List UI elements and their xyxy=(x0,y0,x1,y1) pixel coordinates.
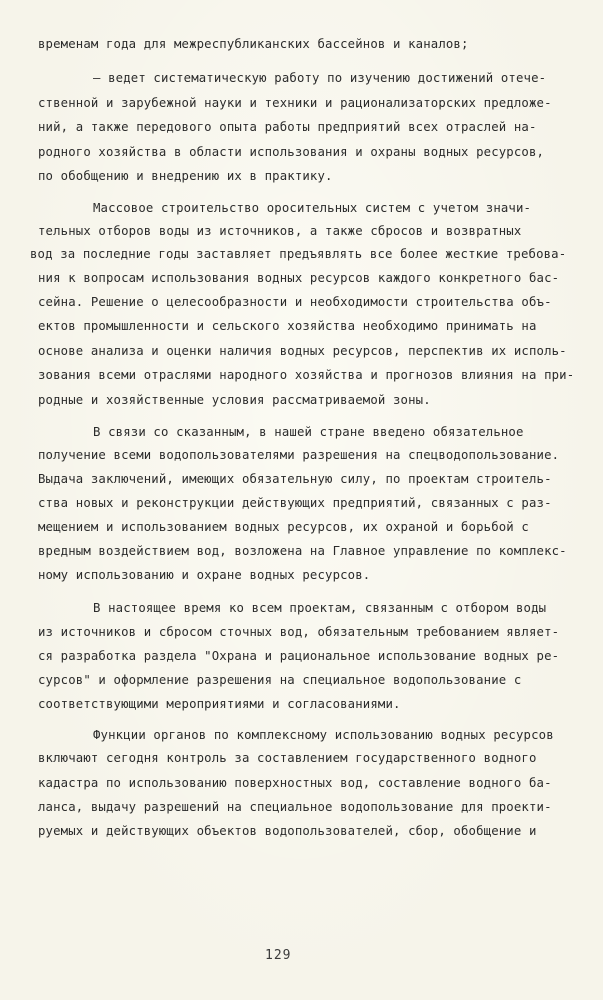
text-line: Выдача заключений, имеющих обязательную силу, по проектам строитель- xyxy=(38,472,552,486)
text-line: зования всеми отраслями народного хозяйства и прогнозов влияния на при- xyxy=(38,368,575,382)
text-line: ланса, выдачу разрешений на специальное водопользование для проекти- xyxy=(38,800,552,814)
text-line: получение всеми водопользователями разрешения на спецводопользование. xyxy=(38,448,560,462)
text-line: ственной и зарубежной науки и техники и рационализаторских предложе- xyxy=(38,96,552,110)
page-number: 129 xyxy=(265,948,292,963)
text-line: временам года для межреспубликанских бассейнов и каналов; xyxy=(38,37,469,51)
text-line: по обобщению и внедрению их в практику. xyxy=(38,169,333,183)
text-line: мещением и использованием водных ресурсов, их охраной и борьбой с xyxy=(38,520,529,534)
text-line: Массовое строительство оросительных систем с учетом значи- xyxy=(93,201,532,215)
text-line: В настоящее время ко всем проектам, связанным с отбором воды xyxy=(93,601,547,615)
text-line: основе анализа и оценки наличия водных ресурсов, перспектив их исполь- xyxy=(38,344,567,358)
text-line: ния к вопросам использования водных ресурсов каждого конкретного бас- xyxy=(38,271,560,285)
text-line: родные и хозяйственные условия рассматриваемой зоны. xyxy=(38,393,431,407)
text-line: вредным воздействием вод, возложена на Главное управление по комплекс- xyxy=(38,544,567,558)
text-line: руемых и действующих объектов водопользователей, сбор, обобщение и xyxy=(38,824,537,838)
text-line: ектов промышленности и сельского хозяйства необходимо принимать на xyxy=(38,319,537,333)
text-line: сурсов" и оформление разрешения на специальное водопользование с xyxy=(38,673,522,687)
text-line: вод за последние годы заставляет предъявлять все более жесткие требова- xyxy=(30,247,567,261)
text-line: – ведет систематическую работу по изучению достижений отече- xyxy=(93,71,547,85)
text-line: включают сегодня контроль за составлением государственного водного xyxy=(38,751,537,765)
text-line: соответствующими мероприятиями и согласованиями. xyxy=(38,697,401,711)
text-line: ний, а также передового опыта работы предприятий всех отраслей на- xyxy=(38,120,537,134)
text-line: В связи со сказанным, в нашей стране введено обязательное xyxy=(93,425,524,439)
text-line: сейна. Решение о целесообразности и необходимости строительства объ- xyxy=(38,295,552,309)
text-line: ному использованию и охране водных ресурсов. xyxy=(38,568,371,582)
text-line: из источников и сбросом сточных вод, обязательным требованием являет- xyxy=(38,625,560,639)
text-line: Функции органов по комплексному использованию водных ресурсов xyxy=(93,728,554,742)
text-line: родного хозяйства в области использования и охраны водных ресурсов, xyxy=(38,145,545,159)
text-line: ся разработка раздела "Охрана и рациональное использование водных ре- xyxy=(38,649,560,663)
text-line: кадастра по использованию поверхностных вод, составление водного ба- xyxy=(38,776,552,790)
text-line: ства новых и реконструкции действующих предприятий, связанных с раз- xyxy=(38,496,552,510)
text-line: тельных отборов воды из источников, а также сбросов и возвратных xyxy=(38,224,522,238)
